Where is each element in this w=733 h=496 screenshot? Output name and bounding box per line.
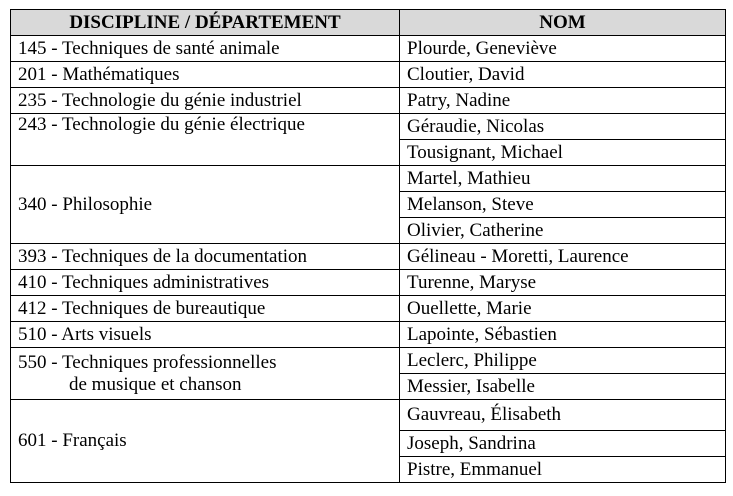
discipline-label: 243 - Technologie du génie électrique [18, 114, 305, 135]
table-row [11, 62, 726, 88]
table-row [11, 114, 726, 140]
discipline-cell [11, 62, 400, 88]
name-cell: Cloutier, David [400, 62, 726, 88]
table-row [11, 296, 726, 322]
table-row [11, 88, 726, 114]
discipline-cell [11, 348, 400, 400]
name-cell: Joseph, Sandrina [400, 431, 726, 457]
table-row [11, 244, 726, 270]
name-cell: Ouellette, Marie [400, 296, 726, 322]
name-cell: Gélineau - Moretti, Laurence [400, 244, 726, 270]
discipline-label: 340 - Philosophie [18, 193, 153, 215]
discipline-label: 201 - Mathématiques [18, 63, 180, 85]
header-row [11, 10, 726, 36]
discipline-cell [11, 88, 400, 114]
discipline-label: 510 - Arts visuels [18, 323, 152, 345]
name-cell: Lapointe, Sébastien [400, 322, 726, 348]
discipline-cell [11, 114, 400, 166]
header-name: NOM [400, 10, 726, 36]
name-cell: Olivier, Catherine [400, 218, 726, 244]
discipline-cell [11, 322, 400, 348]
table-row [11, 322, 726, 348]
discipline-cell [11, 244, 400, 270]
discipline-label-continuation: de musique et chanson [69, 373, 242, 395]
discipline-label: 145 - Techniques de santé animale [18, 37, 280, 59]
name-cell: Melanson, Steve [400, 192, 726, 218]
name-cell: Patry, Nadine [400, 88, 726, 114]
name-cell: Tousignant, Michael [400, 140, 726, 166]
table-body [11, 36, 726, 483]
discipline-label: 393 - Techniques de la documentation [18, 245, 308, 267]
discipline-label: 601 - Français [18, 430, 127, 451]
name-cell: Plourde, Geneviève [400, 36, 726, 62]
name-cell: Géraudie, Nicolas [400, 114, 726, 140]
name-cell: Leclerc, Philippe [400, 348, 726, 374]
table-row [11, 36, 726, 62]
discipline-label: 550 - Techniques professionnelles [18, 351, 277, 373]
discipline-label: 410 - Techniques administratives [18, 271, 270, 293]
discipline-cell [11, 36, 400, 62]
table-row [11, 166, 726, 192]
name-cell: Messier, Isabelle [400, 374, 726, 400]
discipline-roster-table [10, 9, 726, 483]
name-cell: Turenne, Maryse [400, 270, 726, 296]
table-row [11, 348, 726, 374]
table-header [11, 10, 726, 36]
header-discipline: DISCIPLINE / DÉPARTEMENT [11, 10, 400, 36]
name-cell: Martel, Mathieu [400, 166, 726, 192]
discipline-cell [11, 270, 400, 296]
name-cell: Pistre, Emmanuel [400, 457, 726, 483]
discipline-cell [11, 166, 400, 244]
name-cell: Gauvreau, Élisabeth [400, 400, 726, 431]
discipline-label: 235 - Technologie du génie industriel [18, 89, 302, 111]
table-row [11, 270, 726, 296]
table-row [11, 400, 726, 431]
discipline-label: 412 - Techniques de bureautique [18, 297, 266, 319]
discipline-cell [11, 296, 400, 322]
discipline-cell [11, 400, 400, 483]
